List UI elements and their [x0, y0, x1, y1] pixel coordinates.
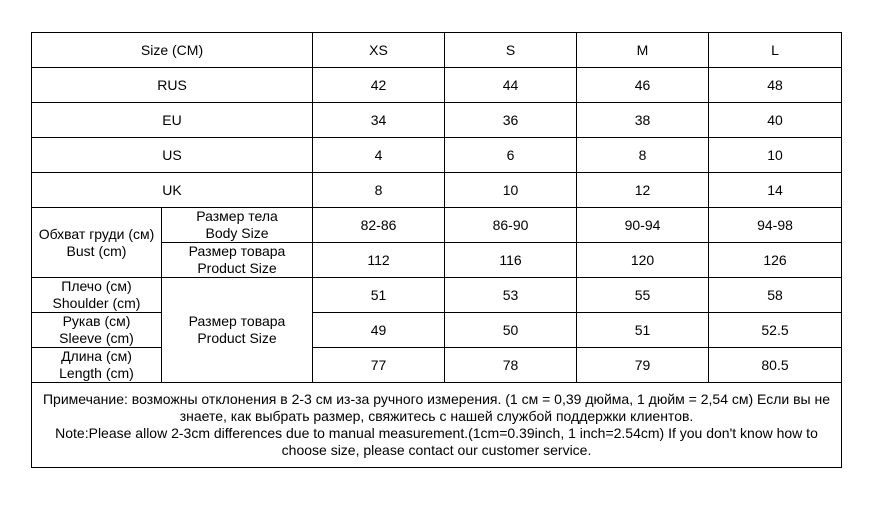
cell-value: 51 — [577, 313, 709, 348]
row-label-uk: UK — [32, 173, 313, 208]
table-row-length — [32, 348, 842, 383]
cell-value: 49 — [313, 313, 445, 348]
header-size-l: L — [709, 33, 842, 68]
cell-value: 12 — [577, 173, 709, 208]
cell-value: 116 — [445, 243, 577, 278]
note-ru-line-2: знаете, как выбрать размер, свяжитесь с нашей службой поддержки клиентов. — [179, 408, 694, 424]
body-size-ru: Размер тела — [196, 208, 278, 224]
header-size-xs: XS — [313, 33, 445, 68]
length-label-en: Length (cm) — [59, 365, 134, 381]
note-ru-line-1: Примечание: возможны отклонения в 2-3 см из-за ручного измерения. (1 см = 0,39 дюйма, 1 дюйм = 2,54 см) Если вы не — [42, 391, 831, 407]
body-size-en: Body Size — [205, 225, 269, 241]
sublabel-body-size — [162, 208, 313, 243]
bust-label-en: Bust (cm) — [66, 242, 127, 259]
header-size-s: S — [445, 33, 577, 68]
row-label-shoulder — [32, 278, 162, 313]
cell-value: 53 — [445, 278, 577, 313]
size-chart-table — [31, 32, 842, 468]
table-row-rus — [32, 68, 842, 103]
cell-value: 38 — [577, 103, 709, 138]
table-row-shoulder — [32, 278, 842, 313]
shoulder-label-en: Shoulder (cm) — [52, 295, 141, 311]
cell-value: 10 — [709, 138, 842, 173]
table-row-sleeve — [32, 313, 842, 348]
table-row-eu — [32, 103, 842, 138]
cell-value: 78 — [445, 348, 577, 383]
cell-value: 10 — [445, 173, 577, 208]
cell-value: 34 — [313, 103, 445, 138]
table-row-bust-body — [32, 208, 842, 243]
header-size-label: Size (CM) — [32, 33, 313, 68]
cell-value: 46 — [577, 68, 709, 103]
cell-value: 112 — [313, 243, 445, 278]
cell-value: 40 — [709, 103, 842, 138]
cell-value: 36 — [445, 103, 577, 138]
cell-value: 48 — [709, 68, 842, 103]
cell-value: 44 — [445, 68, 577, 103]
cell-value: 79 — [577, 348, 709, 383]
cell-value: 126 — [709, 243, 842, 278]
cell-value: 58 — [709, 278, 842, 313]
table-row-note — [32, 383, 842, 468]
cell-value: 94-98 — [709, 208, 842, 243]
row-label-length — [32, 348, 162, 383]
cell-value: 50 — [445, 313, 577, 348]
row-label-bust — [32, 208, 162, 278]
cell-value: 52.5 — [709, 313, 842, 348]
cell-value: 86-90 — [445, 208, 577, 243]
note-cell — [32, 383, 842, 468]
note-en-line-1: Note:Please allow 2-3cm differences due to manual measurement.(1cm=0.39inch, 1 inch=2.54cm) If you don't know how to — [55, 425, 818, 441]
cell-value: 8 — [577, 138, 709, 173]
header-size-m: M — [577, 33, 709, 68]
cell-value: 77 — [313, 348, 445, 383]
sublabel-product-size — [162, 243, 313, 278]
table-row-uk — [32, 173, 842, 208]
cell-value: 14 — [709, 173, 842, 208]
product-group-en: Product Size — [197, 330, 277, 346]
row-label-eu: EU — [32, 103, 313, 138]
product-group-ru: Размер товара — [188, 313, 286, 329]
row-label-sleeve — [32, 313, 162, 348]
table-row-us — [32, 138, 842, 173]
sleeve-label-ru: Рукав (см) — [62, 313, 131, 329]
cell-value: 80.5 — [709, 348, 842, 383]
product-size-ru: Размер товара — [188, 243, 286, 259]
header-row — [32, 33, 842, 68]
row-label-rus: RUS — [32, 68, 313, 103]
cell-value: 82-86 — [313, 208, 445, 243]
sublabel-product-size-group — [162, 278, 313, 383]
note-en-line-2: choose size, please contact our customer service. — [281, 442, 592, 458]
sleeve-label-en: Sleeve (cm) — [59, 330, 134, 346]
cell-value: 4 — [313, 138, 445, 173]
cell-value: 120 — [577, 243, 709, 278]
cell-value: 55 — [577, 278, 709, 313]
cell-value: 90-94 — [577, 208, 709, 243]
length-label-ru: Длина (см) — [61, 348, 132, 364]
shoulder-label-ru: Плечо (см) — [61, 278, 132, 294]
product-size-en: Product Size — [197, 260, 277, 276]
cell-value: 51 — [313, 278, 445, 313]
row-label-us: US — [32, 138, 313, 173]
cell-value: 42 — [313, 68, 445, 103]
bust-label-ru: Обхват груди (см) — [38, 225, 155, 242]
cell-value: 8 — [313, 173, 445, 208]
cell-value: 6 — [445, 138, 577, 173]
